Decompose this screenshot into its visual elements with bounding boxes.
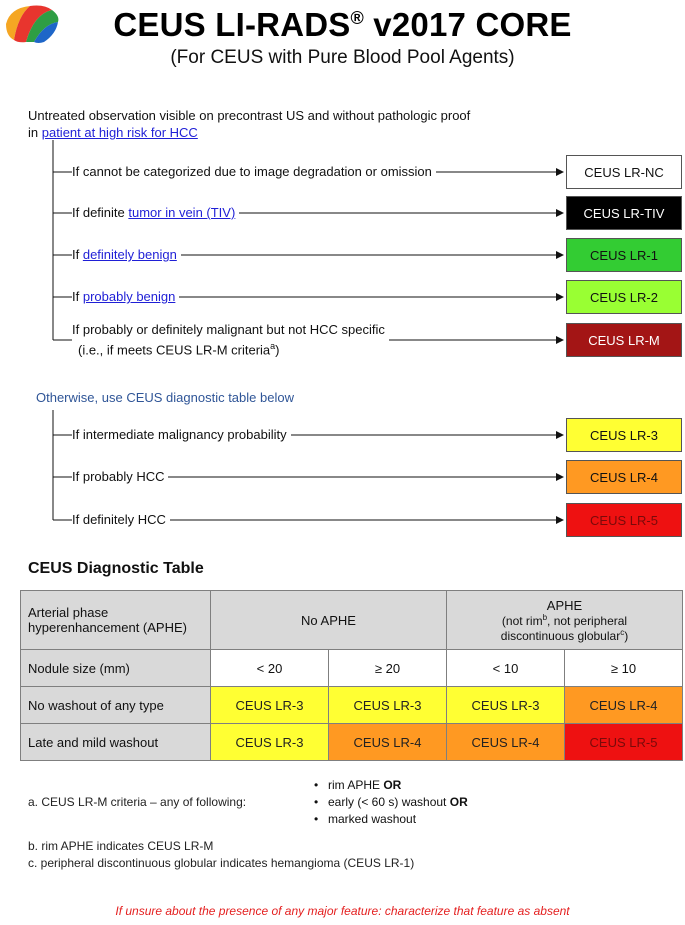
no-aphe-header: No APHE xyxy=(211,591,447,650)
category-lr-nc: CEUS LR-NC xyxy=(566,155,682,189)
list-item: • rim APHE OR xyxy=(314,777,468,794)
aphe-row-label: Arterial phase hyperenhancement (APHE) xyxy=(21,591,211,650)
nodule-size-label: Nodule size (mm) xyxy=(21,650,211,687)
table-cell: CEUS LR-5 xyxy=(565,724,683,761)
table-cell: CEUS LR-3 xyxy=(447,687,565,724)
table-cell: CEUS LR-3 xyxy=(211,687,329,724)
footnote-c: c. peripheral discontinuous globular indicates hemangioma (CEUS LR-1) xyxy=(28,856,415,870)
probably-benign-link[interactable]: probably benign xyxy=(82,289,176,304)
row-lr5-text: If definitely HCC xyxy=(72,512,170,528)
category-lr-5: CEUS LR-5 xyxy=(566,503,682,537)
row-tiv-text: If definite tumor in vein (TIV) xyxy=(72,205,239,221)
aphe-header: APHE (not rim$^b$, not peripheral discontinuous globular$^c$) xyxy=(447,591,683,650)
table-cell: CEUS LR-3 xyxy=(329,687,447,724)
row-lr1-text: If definitely benign xyxy=(72,247,181,263)
row-lr2-text: If probably benign xyxy=(72,289,179,305)
category-lr-tiv: CEUS LR-TIV xyxy=(566,196,682,230)
otherwise-text: Otherwise, use CEUS diagnostic table below xyxy=(36,390,294,405)
table-cell: CEUS LR-4 xyxy=(447,724,565,761)
page-subtitle: (For CEUS with Pure Blood Pool Agents) xyxy=(170,47,515,68)
table-row xyxy=(21,724,683,761)
table-cell: CEUS LR-4 xyxy=(565,687,683,724)
intro-text: Untreated observation visible on precontrast US and without pathologic proof in patient at high risk for HCC xyxy=(28,108,471,140)
high-risk-link[interactable]: patient at high risk for HCC xyxy=(41,125,198,140)
category-lr-1: CEUS LR-1 xyxy=(566,238,682,272)
list-item: • marked washout xyxy=(314,811,468,828)
bottom-note: If unsure about the presence of any major feature: characterize that feature as absent xyxy=(115,904,570,918)
no-washout-label: No washout of any type xyxy=(21,687,211,724)
category-lr-3: CEUS LR-3 xyxy=(566,418,682,452)
list-item: • early (< 60 s) washout OR xyxy=(314,794,468,811)
size-header: < 10 xyxy=(447,650,565,687)
table-cell: CEUS LR-3 xyxy=(211,724,329,761)
category-lr-m: CEUS LR-M xyxy=(566,323,682,357)
size-header: ≥ 10 xyxy=(565,650,683,687)
footnote-b: b. rim APHE indicates CEUS LR-M xyxy=(28,839,214,853)
footnote-a: a. CEUS LR-M criteria – any of following: xyxy=(28,795,247,809)
row-lrm-text: If probably or definitely malignant but not HCC specific (i.e., if meets CEUS LR-M criteria$^a$) xyxy=(72,322,389,358)
late-mild-washout-label: Late and mild washout xyxy=(21,724,211,761)
category-lr-2: CEUS LR-2 xyxy=(566,280,682,314)
row-lr4-text: If probably HCC xyxy=(72,469,168,485)
table-cell: CEUS LR-4 xyxy=(329,724,447,761)
row-lr3-text: If intermediate malignancy probability xyxy=(72,427,291,443)
diagnostic-table xyxy=(20,590,683,761)
row-nc-text: If cannot be categorized due to image degradation or omission xyxy=(72,164,436,180)
table-row xyxy=(21,687,683,724)
page-title: CEUS LI-RADS® v2017 CORE xyxy=(113,6,572,43)
size-header: < 20 xyxy=(211,650,329,687)
footnote-a-list xyxy=(314,777,468,828)
tiv-link[interactable]: tumor in vein (TIV) xyxy=(128,205,236,220)
category-lr-4: CEUS LR-4 xyxy=(566,460,682,494)
definitely-benign-link[interactable]: definitely benign xyxy=(82,247,177,262)
diagnostic-table-title: CEUS Diagnostic Table xyxy=(28,560,204,577)
size-header: ≥ 20 xyxy=(329,650,447,687)
